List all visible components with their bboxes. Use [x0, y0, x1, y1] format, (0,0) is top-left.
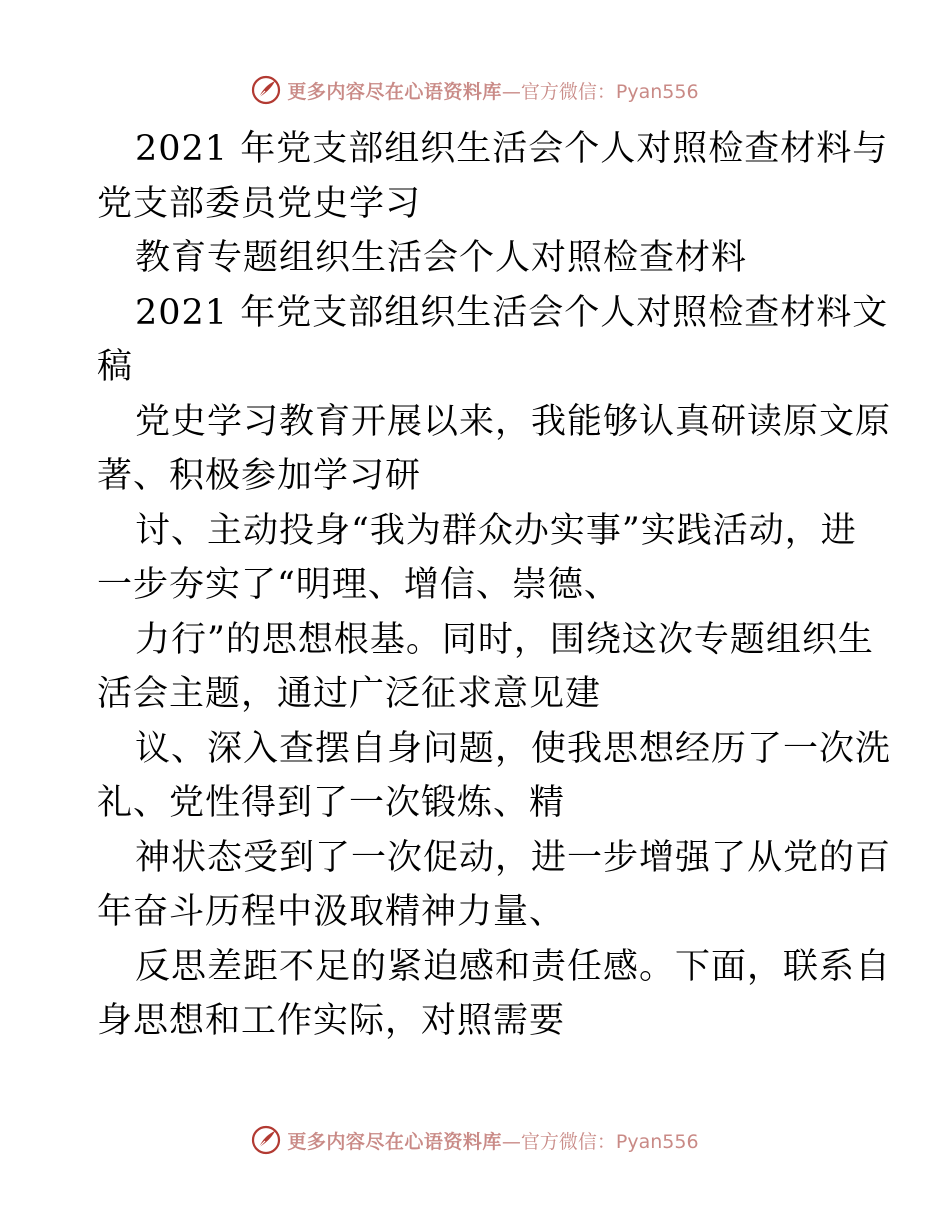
footer-watermark — [0, 1120, 950, 1160]
header-watermark — [0, 70, 950, 110]
footer-brand-text: 更多内容尽在心语资料库 — [287, 1130, 502, 1153]
footer-contact-text: —官方微信：Pyan556 — [501, 1130, 699, 1153]
heading-line-1: 2021 年党支部组织生活会个人对照检查材料文 — [135, 292, 889, 333]
paragraph-line: 一步夯实了“明理、增信、崇德、 — [97, 565, 620, 605]
header-brand-text: 更多内容尽在心语资料库 — [287, 80, 502, 103]
title-line-2: 党支部委员党史学习 — [97, 183, 422, 224]
paragraph-line: 讨、主动投身“我为群众办实事”实践活动，进 — [135, 510, 857, 551]
quill-logo-icon — [251, 1125, 281, 1155]
paragraph-line: 著、积极参加学习研 — [97, 456, 422, 496]
paragraph-line: 身思想和工作实际，对照需要 — [97, 1001, 566, 1041]
paragraph-line: 礼、党性得到了一次锻炼、精 — [97, 783, 566, 823]
paragraph-line: 年奋斗历程中汲取精神力量、 — [97, 892, 566, 932]
paragraph-line: 反思差距不足的紧迫感和责任感。下面，联系自 — [135, 946, 892, 987]
paragraph-line: 议、深入查摆自身问题，使我思想经历了一次洗 — [135, 728, 892, 769]
subtitle-line: 教育专题组织生活会个人对照检查材料 — [135, 238, 748, 278]
document-body — [97, 122, 892, 1049]
heading-line-2: 稿 — [97, 347, 134, 387]
title-line-1: 2021 年党支部组织生活会个人对照检查材料与 — [135, 129, 889, 169]
paragraph-line: 力行”的思想根基。同时，围绕这次专题组织生 — [135, 619, 874, 660]
quill-logo-icon — [251, 75, 281, 105]
paragraph-line: 活会主题，通过广泛征求意见建 — [97, 674, 602, 714]
paragraph-line: 党史学习教育开展以来，我能够认真研读原文原 — [135, 401, 892, 442]
paragraph-line: 神状态受到了一次促动，进一步增强了从党的百 — [135, 837, 892, 878]
header-contact-text: —官方微信：Pyan556 — [501, 80, 699, 103]
